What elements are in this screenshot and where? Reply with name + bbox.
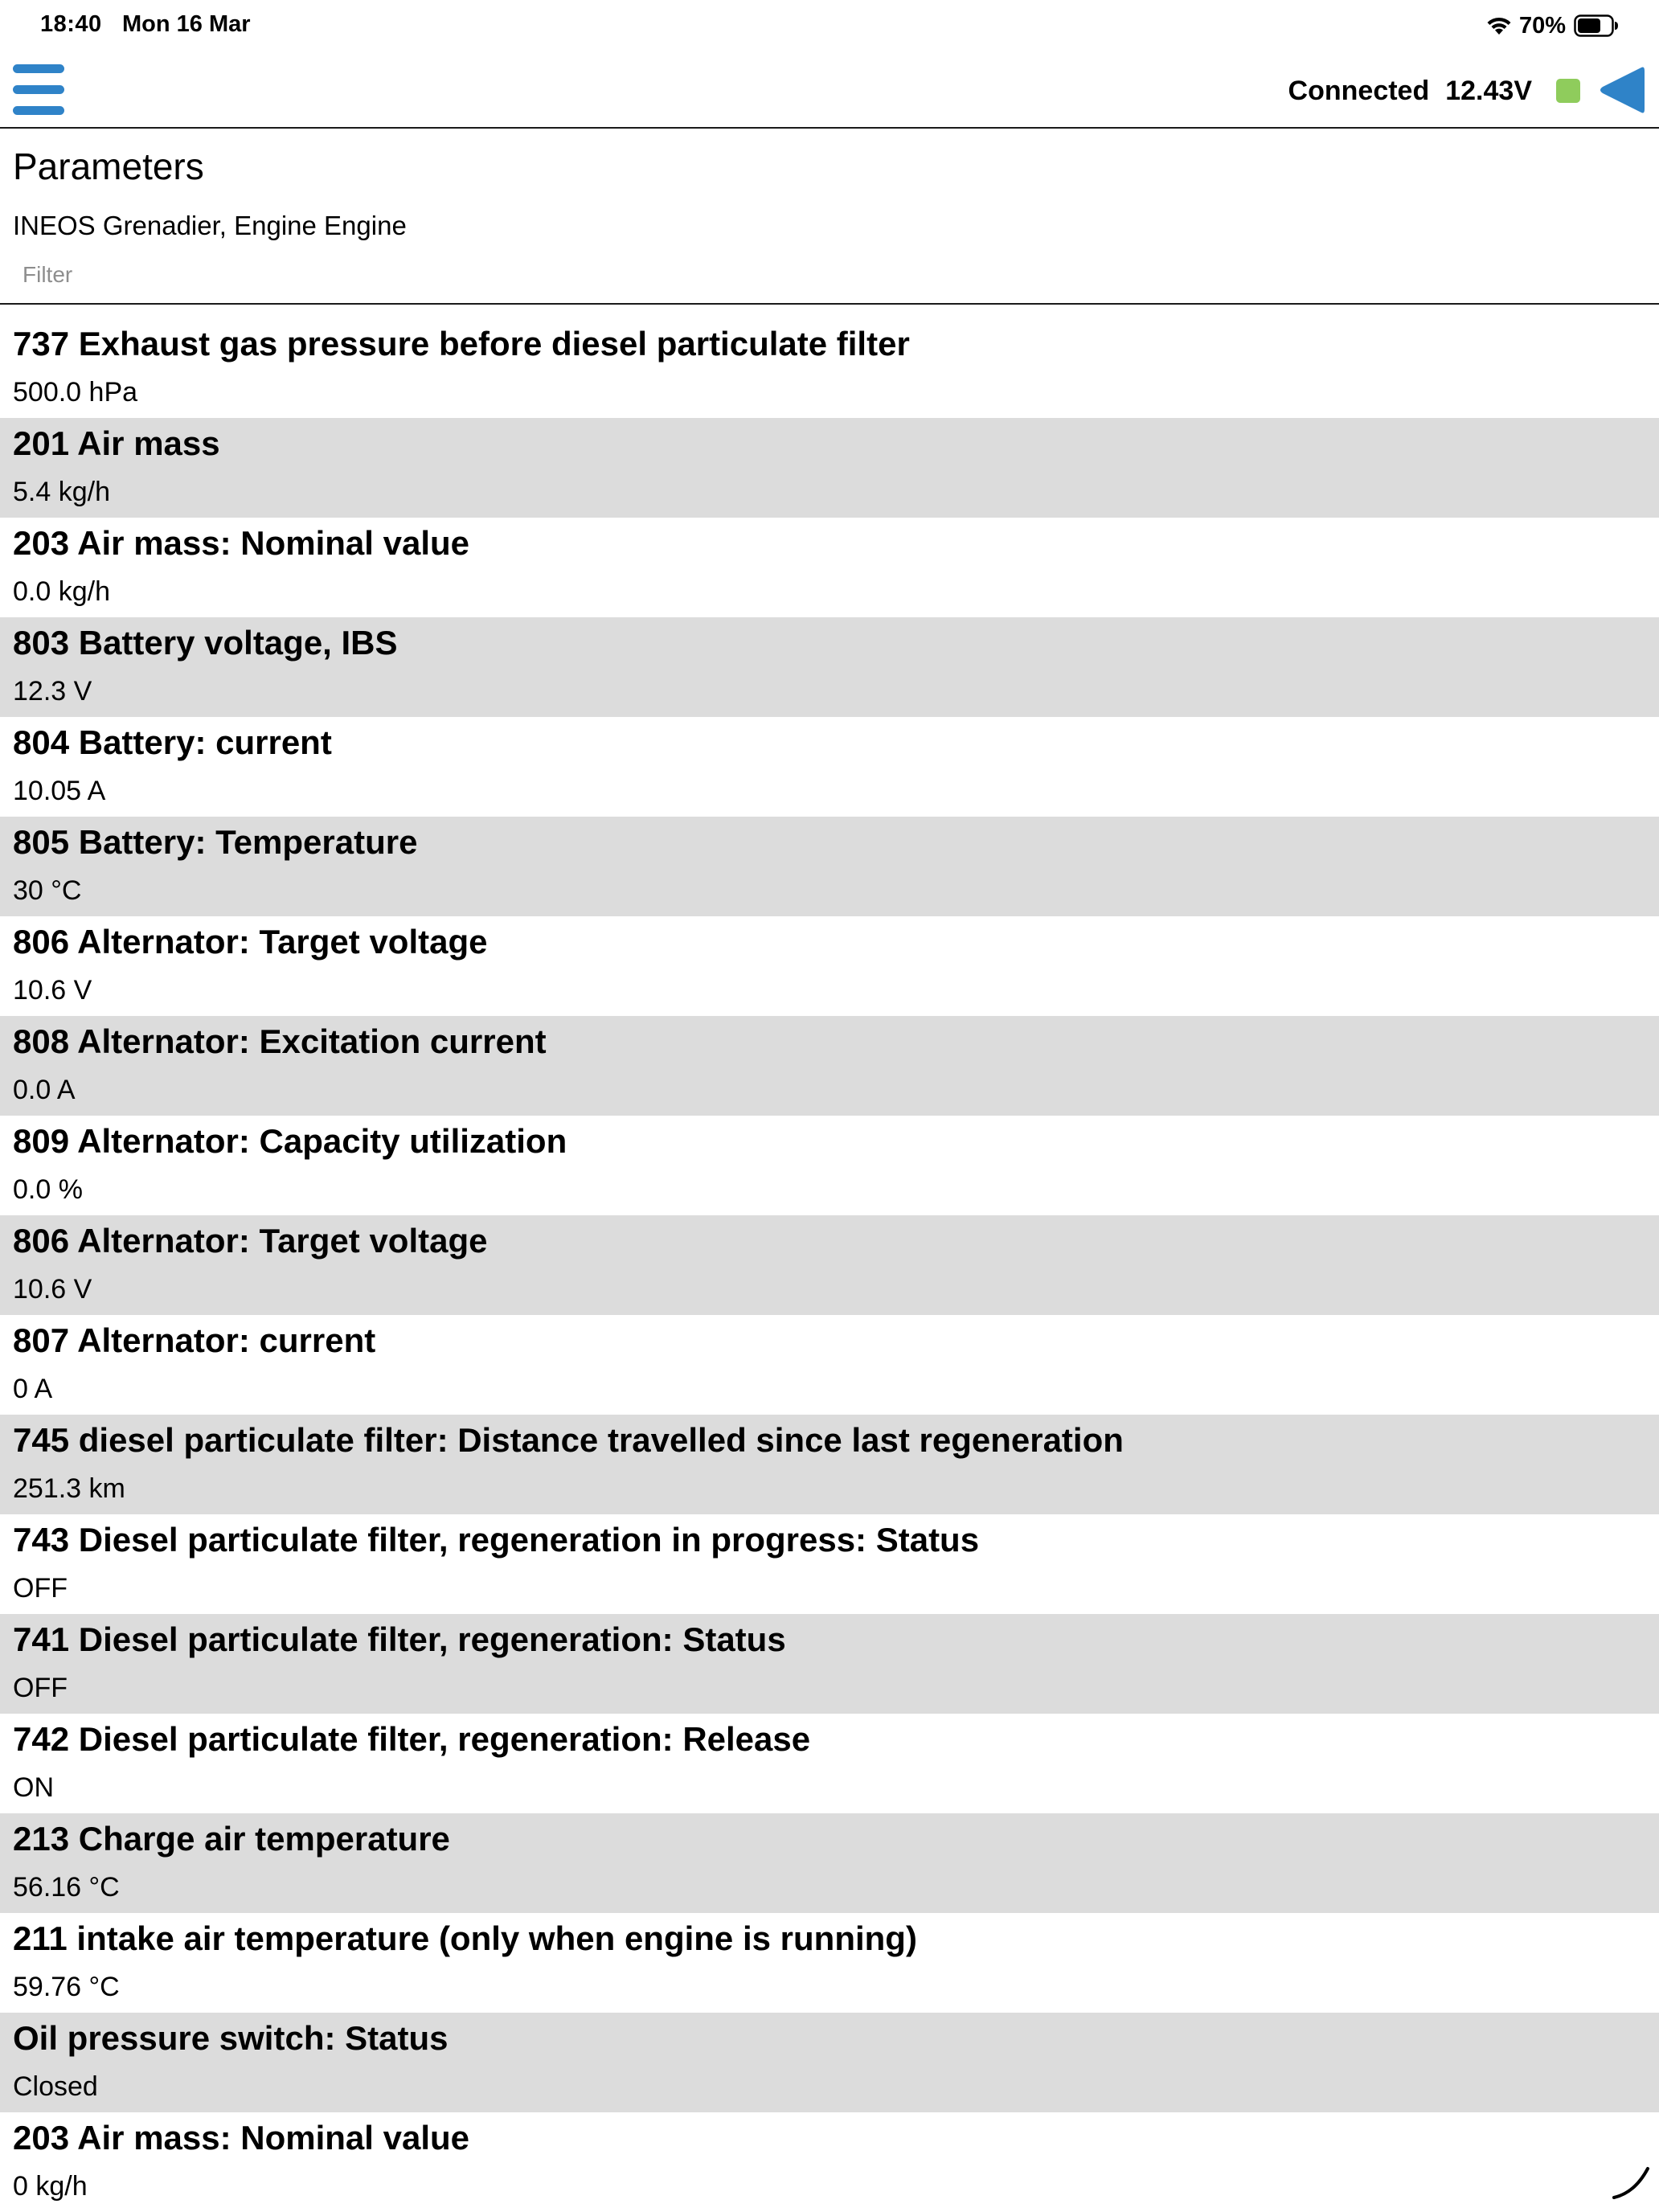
back-triangle-icon[interactable] xyxy=(1598,64,1645,116)
parameter-row[interactable] xyxy=(0,2112,1659,2212)
battery-percentage: 70% xyxy=(1518,12,1566,39)
voltage-readout: 12.43V xyxy=(1445,76,1532,106)
parameter-name: 806 Alternator: Target voltage xyxy=(13,923,488,961)
parameter-value: ON xyxy=(13,1772,54,1803)
parameter-row[interactable] xyxy=(0,1116,1659,1215)
parameter-value: OFF xyxy=(13,1673,68,1703)
parameter-row[interactable] xyxy=(0,1415,1659,1514)
parameter-value: 10.6 V xyxy=(13,1274,92,1305)
parameter-value: 0.0 A xyxy=(13,1075,76,1105)
app-header xyxy=(0,51,1659,129)
parameter-name: 743 Diesel particulate filter, regeneration in progress: Status xyxy=(13,1521,980,1559)
parameter-row[interactable] xyxy=(0,1514,1659,1614)
parameter-name: 741 Diesel particulate filter, regeneration: Status xyxy=(13,1620,786,1658)
parameter-value: 10.05 A xyxy=(13,776,106,806)
parameter-value: 0 A xyxy=(13,1374,53,1404)
page-title: Parameters xyxy=(13,145,204,187)
parameter-name: 805 Battery: Temperature xyxy=(13,823,418,861)
parameter-name: 203 Air mass: Nominal value xyxy=(13,524,470,562)
parameter-row[interactable] xyxy=(0,418,1659,518)
parameter-name: 804 Battery: current xyxy=(13,723,332,761)
parameter-value: 251.3 km xyxy=(13,1473,125,1504)
parameter-row[interactable] xyxy=(0,518,1659,617)
status-date: Mon 16 Mar xyxy=(122,11,251,37)
parameter-name: 806 Alternator: Target voltage xyxy=(13,1222,488,1260)
parameter-value: 12.3 V xyxy=(13,676,92,707)
parameter-row[interactable] xyxy=(0,1614,1659,1714)
parameter-value: 59.76 °C xyxy=(13,1972,120,2002)
parameter-row[interactable] xyxy=(0,1913,1659,2013)
parameter-name: 809 Alternator: Capacity utilization xyxy=(13,1122,567,1160)
parameter-value: 56.16 °C xyxy=(13,1872,120,1903)
status-indicators xyxy=(1485,11,1619,40)
vehicle-subtitle: INEOS Grenadier, Engine Engine xyxy=(13,211,407,240)
parameter-name: 803 Battery voltage, IBS xyxy=(13,624,398,662)
parameter-value: 0 kg/h xyxy=(13,2171,88,2202)
parameter-row[interactable] xyxy=(0,2013,1659,2112)
parameter-name: 213 Charge air temperature xyxy=(13,1820,450,1858)
parameter-name: 211 intake air temperature (only when engine is running) xyxy=(13,1919,917,1957)
parameter-name: 807 Alternator: current xyxy=(13,1321,376,1359)
parameter-row[interactable] xyxy=(0,1714,1659,1813)
status-bar xyxy=(0,0,1659,51)
parameter-value: Closed xyxy=(13,2071,98,2102)
filter-divider xyxy=(0,303,1659,305)
parameter-row[interactable] xyxy=(0,617,1659,717)
connection-status xyxy=(1288,76,1532,107)
wifi-icon xyxy=(1485,15,1513,36)
status-time: 18:40 xyxy=(40,11,102,37)
battery-icon xyxy=(1574,14,1619,37)
parameter-row[interactable] xyxy=(0,1215,1659,1315)
parameter-row[interactable] xyxy=(0,916,1659,1016)
parameter-row[interactable] xyxy=(0,717,1659,817)
parameter-row[interactable] xyxy=(0,817,1659,916)
parameter-value: 0.0 kg/h xyxy=(13,576,110,607)
filter-input[interactable] xyxy=(13,256,1640,294)
parameter-value: 500.0 hPa xyxy=(13,377,138,408)
parameter-name: 745 diesel particulate filter: Distance travelled since last regeneration xyxy=(13,1421,1124,1459)
parameter-row[interactable] xyxy=(0,1813,1659,1913)
parameter-name: 201 Air mass xyxy=(13,424,220,462)
hamburger-menu-icon[interactable] xyxy=(13,64,64,116)
parameter-list xyxy=(0,318,1659,2212)
parameter-value: OFF xyxy=(13,1573,68,1604)
parameter-row[interactable] xyxy=(0,318,1659,418)
parameter-row[interactable] xyxy=(0,1016,1659,1116)
parameter-value: 30 °C xyxy=(13,875,82,906)
parameter-name: Oil pressure switch: Status xyxy=(13,2019,449,2057)
parameter-name: 737 Exhaust gas pressure before diesel particulate filter xyxy=(13,325,910,363)
scroll-indicator[interactable] xyxy=(1611,2165,1651,2201)
parameter-name: 808 Alternator: Excitation current xyxy=(13,1022,547,1060)
parameter-value: 10.6 V xyxy=(13,975,92,1006)
parameter-name: 203 Air mass: Nominal value xyxy=(13,2119,470,2157)
parameter-value: 0.0 % xyxy=(13,1174,83,1205)
connection-indicator xyxy=(1556,79,1580,103)
parameter-name: 742 Diesel particulate filter, regeneration: Release xyxy=(13,1720,811,1758)
parameter-value: 5.4 kg/h xyxy=(13,477,110,507)
parameter-row[interactable] xyxy=(0,1315,1659,1415)
connection-status-label: Connected xyxy=(1288,76,1430,106)
